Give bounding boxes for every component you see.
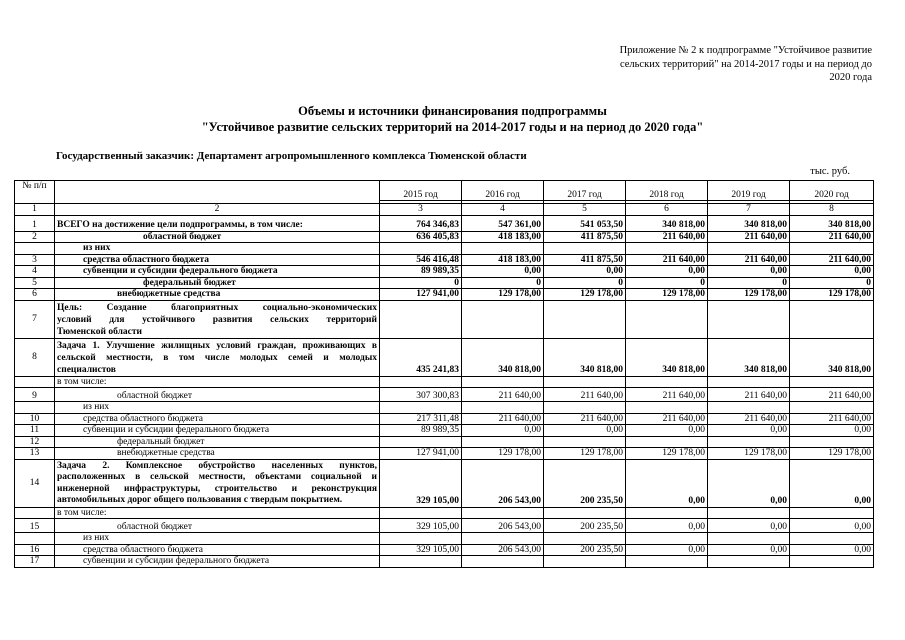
- row-label: федеральный бюджет: [55, 277, 380, 289]
- table-row: [15, 338, 874, 376]
- value-cell: [790, 436, 874, 448]
- value-cell: 636 405,83: [380, 231, 462, 243]
- value-cell: 129 178,00: [462, 448, 544, 460]
- row-label-line: специалистов: [57, 364, 116, 375]
- value-cell: [626, 436, 708, 448]
- value-cell: 211 640,00: [544, 388, 626, 402]
- value-cell: 127 941,00: [380, 289, 462, 301]
- row-label: из них: [55, 533, 380, 545]
- row-number: 17: [15, 556, 55, 568]
- value-cell: [544, 533, 626, 545]
- column-number-row: [15, 204, 874, 216]
- value-cell: 211 640,00: [626, 413, 708, 425]
- value-cell: [544, 556, 626, 568]
- value-cell: 0,00: [790, 425, 874, 437]
- value-cell: [544, 507, 626, 519]
- value-cell: 200 235,50: [544, 519, 626, 533]
- value-cell: [626, 507, 708, 519]
- value-cell: [790, 243, 874, 255]
- row-number: 14: [15, 459, 55, 507]
- row-label: областной бюджет: [55, 519, 380, 533]
- value-cell: 211 640,00: [626, 388, 708, 402]
- column-number: 5: [544, 204, 626, 216]
- value-cell: [790, 376, 874, 388]
- row-label-line: автомобильных дорог общего пользования с твердым покрытием.: [57, 495, 343, 505]
- value-cell: 129 178,00: [708, 289, 790, 301]
- row-label: субвенции и субсидии федерального бюджета: [55, 425, 380, 437]
- value-cell: 129 178,00: [708, 448, 790, 460]
- value-cell: [544, 300, 626, 338]
- value-cell: 435 241,83: [380, 338, 462, 376]
- row-label: субвенции и субсидии федерального бюджета: [55, 266, 380, 278]
- value-cell: [708, 376, 790, 388]
- appendix-line: сельских территорий" на 2014-2017 годы и на период до: [619, 58, 872, 70]
- value-cell: 0,00: [790, 459, 874, 507]
- row-number: 5: [15, 277, 55, 289]
- year-header: 2015 год: [380, 181, 462, 201]
- value-cell: 211 640,00: [708, 231, 790, 243]
- value-cell: 340 818,00: [790, 338, 874, 376]
- col-no-header: № п/п: [15, 181, 55, 204]
- value-cell: 0,00: [544, 425, 626, 437]
- table-row: [15, 388, 874, 402]
- value-cell: [708, 402, 790, 414]
- row-label: средства областного бюджета: [55, 254, 380, 266]
- value-cell: 764 346,83: [380, 215, 462, 231]
- row-label-line: Цель: Создание благоприятных социально-экономических: [57, 302, 377, 313]
- value-cell: 0,00: [626, 544, 708, 556]
- value-cell: 0,00: [708, 266, 790, 278]
- column-number: 3: [380, 204, 462, 216]
- row-label: [55, 459, 380, 507]
- table-row: [15, 533, 874, 545]
- value-cell: [462, 436, 544, 448]
- value-cell: 89 989,35: [380, 425, 462, 437]
- value-cell: [544, 376, 626, 388]
- value-cell: 340 818,00: [708, 338, 790, 376]
- column-number: 6: [626, 204, 708, 216]
- column-number: 7: [708, 204, 790, 216]
- value-cell: 329 105,00: [380, 459, 462, 507]
- value-cell: [462, 300, 544, 338]
- table-row: [15, 459, 874, 507]
- value-cell: [462, 376, 544, 388]
- table-row: [15, 376, 874, 388]
- appendix-note: [600, 44, 872, 85]
- value-cell: 0,00: [708, 544, 790, 556]
- row-label-line: Задача 1. Улучшение жилищных условий граждан, проживающих в: [57, 340, 377, 351]
- value-cell: 340 818,00: [708, 215, 790, 231]
- row-label: областной бюджет: [55, 388, 380, 402]
- value-cell: 211 640,00: [626, 231, 708, 243]
- value-cell: 0: [708, 277, 790, 289]
- value-cell: 329 105,00: [380, 519, 462, 533]
- value-cell: 0: [626, 277, 708, 289]
- value-cell: [380, 436, 462, 448]
- value-cell: 217 311,48: [380, 413, 462, 425]
- value-cell: 0,00: [790, 519, 874, 533]
- value-cell: 211 640,00: [708, 254, 790, 266]
- value-cell: 418 183,00: [462, 254, 544, 266]
- row-label-line: расположенных в сельской местности, объектами социальной и: [57, 472, 377, 482]
- row-label: в том числе:: [55, 376, 380, 388]
- value-cell: 0,00: [708, 459, 790, 507]
- table-header-row: [15, 181, 874, 201]
- value-cell: 0,00: [790, 544, 874, 556]
- table-row: [15, 215, 874, 231]
- value-cell: 200 235,50: [544, 459, 626, 507]
- value-cell: 546 416,48: [380, 254, 462, 266]
- value-cell: [790, 507, 874, 519]
- table-row: [15, 300, 874, 338]
- row-label: ВСЕГО на достижение цели подпрограммы, в том числе:: [55, 215, 380, 231]
- column-number: 2: [55, 204, 380, 216]
- value-cell: 329 105,00: [380, 544, 462, 556]
- value-cell: 129 178,00: [462, 289, 544, 301]
- col-name-header: [55, 181, 380, 204]
- row-number: 13: [15, 448, 55, 460]
- row-number: 8: [15, 338, 55, 376]
- value-cell: 0,00: [790, 266, 874, 278]
- value-cell: [462, 507, 544, 519]
- value-cell: 0,00: [708, 519, 790, 533]
- value-cell: 340 818,00: [626, 338, 708, 376]
- value-cell: 0,00: [544, 266, 626, 278]
- row-label: внебюджетные средства: [55, 289, 380, 301]
- year-header: 2020 год: [790, 181, 874, 201]
- value-cell: 129 178,00: [544, 448, 626, 460]
- row-label: средства областного бюджета: [55, 413, 380, 425]
- value-cell: 129 178,00: [790, 289, 874, 301]
- value-cell: [380, 507, 462, 519]
- value-cell: [708, 300, 790, 338]
- table-row: [15, 544, 874, 556]
- value-cell: 206 543,00: [462, 519, 544, 533]
- value-cell: 211 640,00: [790, 388, 874, 402]
- value-cell: [708, 507, 790, 519]
- value-cell: [462, 556, 544, 568]
- value-cell: 0,00: [626, 425, 708, 437]
- table-row: [15, 413, 874, 425]
- value-cell: [462, 243, 544, 255]
- table-row: [15, 556, 874, 568]
- value-cell: [380, 556, 462, 568]
- value-cell: 0,00: [626, 519, 708, 533]
- row-number: 2: [15, 231, 55, 243]
- value-cell: [708, 533, 790, 545]
- value-cell: [626, 402, 708, 414]
- value-cell: 211 640,00: [708, 413, 790, 425]
- row-number: 7: [15, 300, 55, 338]
- value-cell: 211 640,00: [708, 388, 790, 402]
- document-title: Объемы и источники финансирования подпрограммы: [298, 104, 607, 118]
- value-cell: 129 178,00: [790, 448, 874, 460]
- value-cell: 0,00: [462, 425, 544, 437]
- row-number: 11: [15, 425, 55, 437]
- value-cell: 547 361,00: [462, 215, 544, 231]
- row-number: 12: [15, 436, 55, 448]
- value-cell: 411 875,50: [544, 254, 626, 266]
- row-number: 1: [15, 215, 55, 231]
- value-cell: 340 818,00: [544, 338, 626, 376]
- value-cell: [790, 300, 874, 338]
- row-number: 6: [15, 289, 55, 301]
- value-cell: [626, 533, 708, 545]
- value-cell: 411 875,50: [544, 231, 626, 243]
- value-cell: [380, 243, 462, 255]
- table-row: [15, 507, 874, 519]
- row-number: [15, 507, 55, 519]
- value-cell: 127 941,00: [380, 448, 462, 460]
- row-label-line: инженерной инфраструктуры, строительство и реконструкция: [57, 483, 377, 494]
- value-cell: 129 178,00: [626, 448, 708, 460]
- value-cell: 541 053,50: [544, 215, 626, 231]
- table-row: [15, 402, 874, 414]
- row-label: из них: [55, 402, 380, 414]
- value-cell: [790, 402, 874, 414]
- row-label: [55, 300, 380, 338]
- value-cell: [626, 300, 708, 338]
- column-number: 1: [15, 204, 55, 216]
- appendix-line: Приложение № 2 к подпрограмме "Устойчивое развитие: [619, 45, 872, 56]
- table-row: [15, 266, 874, 278]
- value-cell: [626, 556, 708, 568]
- value-cell: [626, 243, 708, 255]
- value-cell: 206 543,00: [462, 459, 544, 507]
- row-label: [55, 338, 380, 376]
- value-cell: [708, 556, 790, 568]
- value-cell: [790, 556, 874, 568]
- value-cell: 129 178,00: [626, 289, 708, 301]
- value-cell: [708, 436, 790, 448]
- financing-table: [14, 180, 874, 568]
- value-cell: [380, 376, 462, 388]
- value-cell: 211 640,00: [790, 231, 874, 243]
- value-cell: [544, 436, 626, 448]
- row-number: [15, 402, 55, 414]
- state-customer: Государственный заказчик: Департамент агропромышленного комплекса Тюменской области: [56, 150, 527, 162]
- value-cell: 0: [380, 277, 462, 289]
- row-number: 15: [15, 519, 55, 533]
- value-cell: 211 640,00: [462, 388, 544, 402]
- value-cell: 129 178,00: [544, 289, 626, 301]
- value-cell: 340 818,00: [790, 215, 874, 231]
- row-label: из них: [55, 243, 380, 255]
- value-cell: [544, 243, 626, 255]
- row-label: в том числе:: [55, 507, 380, 519]
- row-number: 9: [15, 388, 55, 402]
- column-number: 4: [462, 204, 544, 216]
- row-label-line: Задача 2. Комплексное обустройство населенных пунктов,: [57, 460, 377, 471]
- document-subtitle: "Устойчивое развитие сельских территорий на 2014-2017 годы и на период до 2020 года": [201, 120, 704, 134]
- row-label: федеральный бюджет: [55, 436, 380, 448]
- table-row: [15, 243, 874, 255]
- table-row: [15, 436, 874, 448]
- year-header: 2017 год: [544, 181, 626, 201]
- value-cell: 211 640,00: [626, 254, 708, 266]
- value-cell: 211 640,00: [462, 413, 544, 425]
- row-number: 4: [15, 266, 55, 278]
- row-number: [15, 533, 55, 545]
- value-cell: 340 818,00: [462, 338, 544, 376]
- appendix-line: 2020 года: [829, 72, 872, 83]
- row-number: [15, 376, 55, 388]
- year-header: 2019 год: [708, 181, 790, 201]
- row-label-line: сельской местности, в том числе молодых семей и молодых: [57, 352, 377, 363]
- table-row: [15, 231, 874, 243]
- value-cell: [462, 533, 544, 545]
- value-cell: 0: [462, 277, 544, 289]
- row-label: средства областного бюджета: [55, 544, 380, 556]
- value-cell: [544, 402, 626, 414]
- row-number: 3: [15, 254, 55, 266]
- table-row: [15, 425, 874, 437]
- value-cell: 0: [790, 277, 874, 289]
- value-cell: 0,00: [462, 266, 544, 278]
- table-row: [15, 519, 874, 533]
- row-label: областной бюджет: [55, 231, 380, 243]
- value-cell: 340 818,00: [626, 215, 708, 231]
- value-cell: 418 183,00: [462, 231, 544, 243]
- row-number: [15, 243, 55, 255]
- table-row: [15, 448, 874, 460]
- table-row: [15, 277, 874, 289]
- row-label-line: Тюменской области: [57, 326, 143, 337]
- year-header: 2018 год: [626, 181, 708, 201]
- value-cell: 211 640,00: [790, 254, 874, 266]
- value-cell: [380, 402, 462, 414]
- row-label: субвенции и субсидии федерального бюджета: [55, 556, 380, 568]
- value-cell: 0,00: [708, 425, 790, 437]
- value-cell: [626, 376, 708, 388]
- value-cell: 0,00: [626, 459, 708, 507]
- value-cell: 89 989,35: [380, 266, 462, 278]
- row-number: 10: [15, 413, 55, 425]
- value-cell: [790, 533, 874, 545]
- value-cell: 0,00: [626, 266, 708, 278]
- unit-label: тыс. руб.: [810, 166, 850, 177]
- table-row: [15, 289, 874, 301]
- value-cell: [708, 243, 790, 255]
- value-cell: 0: [544, 277, 626, 289]
- value-cell: 211 640,00: [790, 413, 874, 425]
- row-label-line: условий для устойчивого развития сельских территорий: [57, 314, 377, 325]
- value-cell: [462, 402, 544, 414]
- row-label: внебюджетные средства: [55, 448, 380, 460]
- row-number: 16: [15, 544, 55, 556]
- column-number: 8: [790, 204, 874, 216]
- table-row: [15, 254, 874, 266]
- value-cell: 200 235,50: [544, 544, 626, 556]
- value-cell: 206 543,00: [462, 544, 544, 556]
- year-header: 2016 год: [462, 181, 544, 201]
- value-cell: [380, 300, 462, 338]
- value-cell: [380, 533, 462, 545]
- value-cell: 211 640,00: [544, 413, 626, 425]
- value-cell: 307 300,83: [380, 388, 462, 402]
